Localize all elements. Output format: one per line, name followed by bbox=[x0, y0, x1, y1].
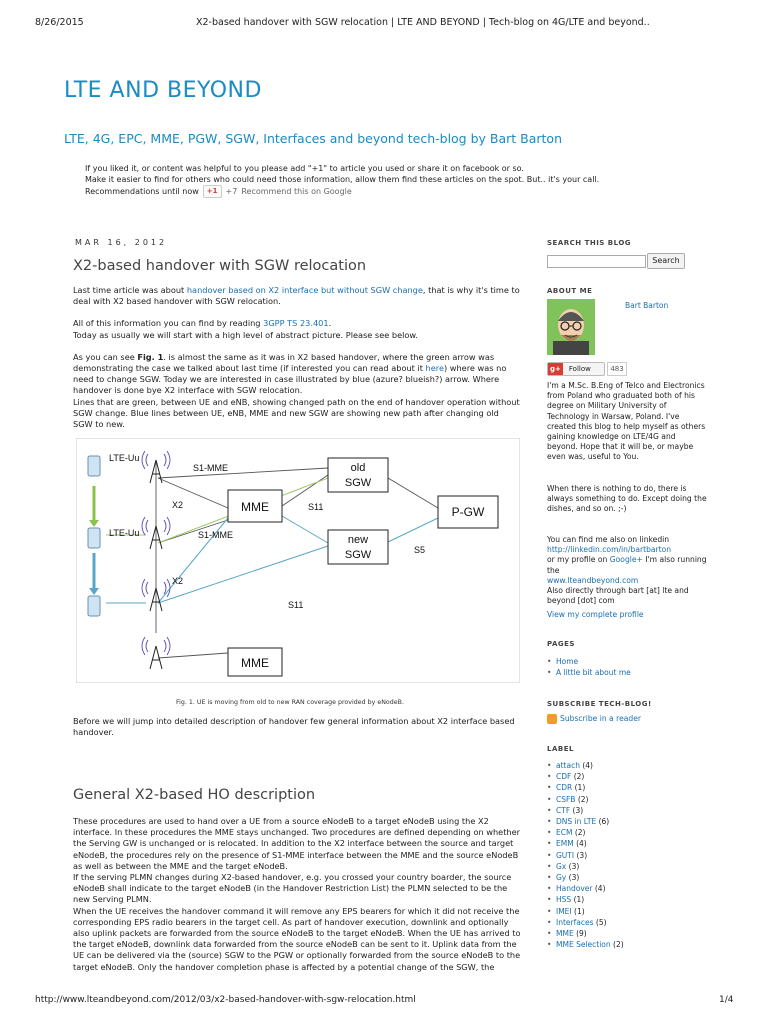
label-item bbox=[547, 928, 624, 939]
gplus-text-2: I'm also running the bbox=[547, 555, 707, 575]
rss-icon bbox=[547, 714, 557, 724]
label-count: (5) bbox=[595, 917, 607, 927]
paragraph bbox=[73, 285, 521, 307]
lte-uu-label: LTE-Uu bbox=[109, 528, 140, 538]
text: Last time article was about bbox=[73, 285, 187, 295]
page-link-home[interactable]: Home bbox=[556, 657, 579, 666]
gplus-icon: g+ bbox=[550, 365, 561, 373]
label-count: (1) bbox=[574, 783, 586, 793]
label-item bbox=[547, 827, 624, 838]
text: . bbox=[328, 318, 332, 329]
post-title[interactable]: X2-based handover with SGW relocation bbox=[73, 258, 367, 274]
paragraph: Lines that are green, between UE and eNB, showing changed path on the end of handover operation without SGW change. Blue lines between UE, eNB, MME and new SGW are showing new path after changing old SGW to new. bbox=[73, 396, 520, 430]
pgw-label: P-GW bbox=[451, 505, 485, 519]
label-count: (2) bbox=[577, 794, 589, 804]
ue-phone-icon bbox=[88, 456, 100, 476]
label-link[interactable]: DNS in LTE bbox=[556, 817, 597, 827]
mme-label: MME bbox=[241, 500, 269, 514]
plusone-box bbox=[85, 163, 605, 198]
label-link[interactable]: CDR bbox=[556, 783, 573, 793]
blog-tagline: LTE, 4G, EPC, MME, PGW, SGW, Interfaces and beyond tech-blog by Bart Barton bbox=[64, 131, 562, 146]
search-heading: SEARCH THIS BLOG bbox=[547, 239, 632, 247]
search-input[interactable] bbox=[547, 255, 646, 268]
label-link[interactable]: attach bbox=[556, 761, 580, 770]
view-profile-link[interactable]: View my complete profile bbox=[547, 610, 644, 619]
figure-caption: Fig. 1. UE is moving from old to new RAN coverage provided by eNodeB. bbox=[176, 699, 404, 706]
label-link[interactable]: CTF bbox=[556, 805, 571, 815]
page-item bbox=[547, 656, 631, 667]
s5-label: S5 bbox=[414, 545, 426, 555]
label-link[interactable]: ECM bbox=[556, 828, 573, 838]
about-heading: ABOUT ME bbox=[547, 287, 593, 295]
label-link[interactable]: CSFB bbox=[556, 794, 576, 804]
label-count: (4) bbox=[594, 884, 606, 894]
label-count: (9) bbox=[576, 929, 587, 939]
paragraph: These procedures are used to hand over a UE from a source eNodeB to a target eNodeB using the X2 interface. In these procedures the MME stays unchanged. Two procedures are defined depending on whether the Serving GW is unchanged or is relocated. In addition to the X2 interface between the source and target eNodeB, the procedures rely on the presence of S1-MME interface between the MME and the source eNodeB as well as between the MME and the target eNodeB. bbox=[73, 816, 521, 871]
label-item bbox=[547, 838, 624, 849]
label-link[interactable]: Interfaces bbox=[556, 917, 594, 927]
label-count: (4) bbox=[576, 839, 587, 849]
page-item bbox=[547, 667, 631, 678]
label-count: (6) bbox=[598, 817, 610, 827]
gplus-link[interactable]: Google+ bbox=[609, 555, 643, 565]
label-item bbox=[547, 794, 624, 805]
label-count: (3) bbox=[572, 805, 584, 815]
label-item bbox=[547, 771, 624, 782]
label-item bbox=[547, 805, 624, 816]
post-section-body bbox=[73, 816, 521, 973]
label-item bbox=[547, 816, 624, 827]
label-item bbox=[547, 760, 624, 771]
s11-label: S11 bbox=[288, 600, 304, 610]
label-count: (1) bbox=[574, 906, 585, 916]
label-item bbox=[547, 861, 624, 872]
plusone-badge: +1 bbox=[206, 187, 218, 195]
contact-email-text: Also directly through bart [at] lte and beyond [dot] com bbox=[547, 586, 689, 606]
label-link[interactable]: CDF bbox=[556, 772, 572, 782]
new-sgw-label: SGW bbox=[344, 549, 372, 561]
diagram-frame bbox=[76, 438, 520, 683]
paragraph: When the UE receives the handover command it will remove any EPS bearers for which it did not receive the corresponding EPS radio bearers in the target cell. As part of handover execution, downlink and optionally also uplink packets are forwarded from the source eNodeB to the target eNodeB. When the UE has arrived to the target eNodeB, downlink data forwarded from the source eNodeB can be sent to it. Uplink data from the UE can be delivered via the (source) SGW to the PGW or optionally forwarded from the source eNodeB to the target eNodeB. Only the handover completion phase is affected by a potential change of the SGW, the bbox=[73, 905, 521, 972]
handover-diagram bbox=[76, 438, 520, 683]
plusone-button[interactable] bbox=[203, 185, 222, 198]
text: All of this information you can find by reading bbox=[73, 318, 264, 329]
old-sgw-label: old bbox=[350, 462, 366, 474]
label-list bbox=[547, 760, 624, 950]
label-item bbox=[547, 883, 624, 894]
plusone-count: +7 bbox=[225, 187, 238, 196]
avatar[interactable] bbox=[547, 299, 595, 355]
print-page-title: X2-based handover with SGW relocation | LTE AND BEYOND | Tech-blog on 4G/LTE and beyond.. bbox=[196, 17, 650, 28]
subscribe-row bbox=[547, 714, 641, 724]
print-url: http://www.lteandbeyond.com/2012/03/x2-based-handover-with-sgw-relocation.html bbox=[35, 995, 416, 1005]
lte-uu-label: LTE-Uu bbox=[109, 453, 140, 463]
label-item bbox=[547, 894, 624, 905]
recommend-text: Recommend this on Google bbox=[241, 187, 352, 196]
subscribe-heading: SUBSCRIBE TECH-BLOG! bbox=[547, 700, 652, 708]
subscribe-link[interactable]: Subscribe in a reader bbox=[560, 714, 642, 723]
post-paragraph: Before we will jump into detailed description of handover few general information about X2 interface based handover. bbox=[73, 716, 515, 738]
linkedin-link[interactable]: http://linkedin.com/in/bartbarton bbox=[547, 545, 672, 555]
text: , that is why it's time to deal with X2 based handover with SGW relocation. bbox=[73, 285, 520, 307]
s1mme-label: S1-MME bbox=[198, 530, 234, 540]
paragraph: If the serving PLMN changes during X2-based handover, e.g. you crossed your country boarder, the source eNodeB shall indicate to the target eNodeB (in the Handover Restriction List) the PLMN selected to be the new Serving PLMN. bbox=[73, 872, 512, 905]
paragraph bbox=[73, 352, 521, 397]
label-count: (2) bbox=[613, 940, 624, 950]
ue-phone-icon bbox=[88, 596, 100, 616]
search-button[interactable]: Search bbox=[647, 253, 685, 269]
label-link[interactable]: GUTI bbox=[556, 850, 575, 860]
gplus-follow-button[interactable] bbox=[547, 362, 605, 376]
avatar-portrait-icon bbox=[547, 299, 595, 355]
spec-link[interactable]: 3GPP TS 23.401 bbox=[263, 318, 329, 329]
label-item bbox=[547, 782, 624, 793]
page-link-about[interactable]: A little bit about me bbox=[556, 668, 631, 678]
label-item bbox=[547, 872, 624, 883]
text: . is almost the same as it was in X2 based handover, where the green arrow was demonstrating the case we talked about last time (if interested you can read about it bbox=[73, 351, 495, 374]
ue-phone-icon bbox=[88, 528, 100, 548]
label-count: (3) bbox=[576, 850, 588, 860]
contact-block bbox=[547, 535, 707, 606]
prev-article-link[interactable]: handover based on X2 interface but without SGW change bbox=[186, 285, 423, 295]
label-count: (2) bbox=[573, 772, 585, 782]
label-count: (2) bbox=[574, 828, 586, 838]
site-link[interactable]: www.lteandbeyond.com bbox=[547, 575, 639, 585]
label-link[interactable]: Handover bbox=[556, 884, 593, 894]
label-item bbox=[547, 939, 624, 950]
recommendations-row bbox=[85, 185, 605, 198]
follow-label: Follow bbox=[568, 365, 591, 373]
mme2-label: MME bbox=[241, 656, 269, 670]
s1mme-label: S1-MME bbox=[193, 463, 229, 473]
pages-heading: PAGES bbox=[547, 640, 575, 648]
print-date: 8/26/2015 bbox=[35, 17, 84, 28]
label-link[interactable]: HSS bbox=[556, 895, 572, 905]
label-link[interactable]: MME bbox=[556, 929, 574, 939]
paragraph: Today as usually we will start with a high level of abstract picture. Please see below. bbox=[73, 329, 418, 340]
text: As you can see bbox=[73, 351, 138, 362]
follower-count: 483 bbox=[607, 362, 627, 376]
label-item bbox=[547, 906, 624, 917]
recommendations-label: Recommendations until now bbox=[85, 187, 199, 196]
section-heading: General X2-based HO description bbox=[73, 787, 316, 803]
x2-label: X2 bbox=[172, 576, 184, 586]
paragraph bbox=[73, 318, 521, 329]
label-link[interactable]: Gx bbox=[556, 861, 567, 871]
post-intro bbox=[73, 285, 521, 430]
label-count: (3) bbox=[568, 873, 580, 883]
plusone-line2: Make it easier to find for others who could need those information, allow them find these articles on the spot. But.. it's your call. bbox=[85, 175, 600, 184]
here-link[interactable]: here bbox=[425, 363, 444, 374]
fig-ref: Fig. 1 bbox=[137, 351, 164, 362]
plusone-line1: If you liked it, or content was helpful to you please add "+1" to article you used or share it on facebook or so. bbox=[85, 164, 524, 173]
label-count: (3) bbox=[568, 861, 580, 871]
text: ) where was no need to change SGW. Today we are interested in case illustrated by blue (azure? blueish?) arrow. Where handover is done bye X2 interface with SGW relocation. bbox=[73, 363, 507, 396]
old-sgw-label: SGW bbox=[344, 477, 372, 489]
gplus-text: or my profile on bbox=[547, 555, 610, 565]
label-count: (1) bbox=[573, 895, 585, 905]
print-page-number: 1/4 bbox=[719, 995, 734, 1005]
label-item bbox=[547, 917, 624, 928]
label-link[interactable]: MME Selection bbox=[556, 940, 611, 950]
label-count: (4) bbox=[582, 761, 593, 770]
label-link[interactable]: EMM bbox=[556, 839, 574, 849]
linkedin-text: You can find me also on linkedin bbox=[547, 535, 670, 544]
bio-text: I'm a M.Sc. B.Eng of Telco and Electronics from Poland who graduated both of his degree on Military University of Technology in Warsaw, Poland. I've created this blog to help myself as others gaining knowledge on LTE/4G and beyond. Hope that it will be, or maybe even was, useful to You. bbox=[547, 381, 706, 462]
label-item bbox=[547, 850, 624, 861]
new-sgw-label: new bbox=[347, 534, 369, 546]
s11-label: S11 bbox=[308, 502, 324, 512]
x2-label: X2 bbox=[172, 500, 184, 510]
bio-text-2: When there is nothing to do, there is always something to do. Except doing the dishes, and so on. ;-) bbox=[547, 484, 707, 514]
pages-list bbox=[547, 656, 631, 678]
author-name-link[interactable]: Bart Barton bbox=[625, 301, 669, 310]
label-link[interactable]: Gy bbox=[556, 873, 567, 883]
label-heading: LABEL bbox=[547, 745, 574, 753]
blog-title[interactable]: LTE AND BEYOND bbox=[64, 78, 262, 103]
label-link[interactable]: IMEI bbox=[556, 906, 572, 916]
post-date: MAR 16, 2012 bbox=[75, 238, 168, 247]
